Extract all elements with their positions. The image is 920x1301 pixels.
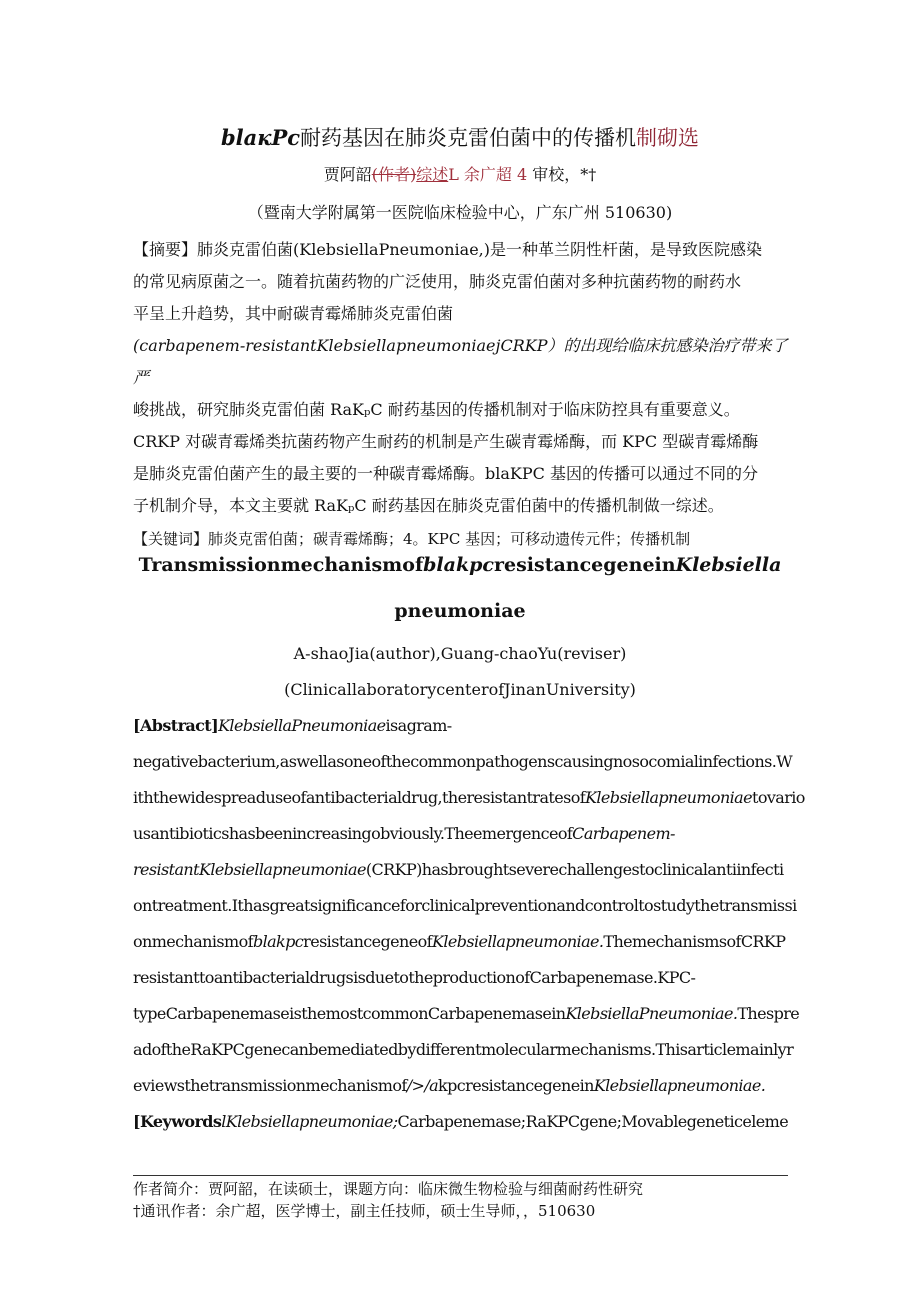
abstract-en-line: adoftheRaKPCgenecanbemediatedbydifferentmolecularmechanisms.Thisarticlemainlyr xyxy=(133,1040,794,1059)
author-rest: 审校，*† xyxy=(532,165,597,184)
abstract-line: 的常见病原菌之一。随着抗菌药物的广泛使用，肺炎克雷伯菌对多种抗菌药物的耐药水 xyxy=(133,272,742,291)
english-affiliation: (ClinicallaboratorycenterofJinanUniversity) xyxy=(284,680,636,699)
title-en-part: resistancegenein xyxy=(493,554,676,576)
author-mid: L 余广超 4 xyxy=(448,165,533,184)
abstract-en-line: resistanttoantibacterialdrugsisduetotheproductionofCarbapenemase.KPC- xyxy=(133,968,696,987)
inserted-text: 综述 xyxy=(416,165,449,184)
abstract-en-line xyxy=(133,714,785,750)
deleted-text: (作者) xyxy=(371,165,417,184)
chinese-keywords: 【关键词】肺炎克雷伯菌；碳青霉烯酶；4。KPC 基因；可移动遗传元件；传播机制 xyxy=(133,530,691,548)
abstract-text: isagram- xyxy=(385,716,452,735)
footnote-author-intro: 作者简介：贾阿韶，在读硕士，课题方向：临床微生物检验与细菌耐药性研究 xyxy=(133,1180,644,1198)
abstract-en-line xyxy=(133,1074,785,1110)
abstract-italic: Klebsiellapneumoniae xyxy=(585,788,752,807)
abstract-en-line xyxy=(133,822,785,858)
abstract-line: CRKP 对碳青霉烯类抗菌药物产生耐药的机制是产生碳青霉烯酶，而 KPC 型碳青霉烯酶 xyxy=(133,432,759,451)
keywords-label: [Keywords xyxy=(133,1112,222,1131)
abstract-en-line: negativebacterium,aswellasoneofthecommonpathogenscausingnosocomialinfections.W xyxy=(133,752,793,771)
title-gene-name: blaкPc xyxy=(220,125,301,150)
english-title xyxy=(0,553,920,577)
abstract-text: (CRKP)hasbroughtseverechallengestoclinicalantiinfecti xyxy=(365,860,784,879)
abstract-italic: Klebsiellapneumoniae. xyxy=(593,1076,766,1095)
abstract-line: 是肺炎克雷伯菌产生的最主要的一种碳青霉烯酶。blaKPC 基因的传播可以通过不同的分 xyxy=(133,464,758,483)
english-abstract xyxy=(133,714,805,1146)
abstract-line: 子机制介导，本文主要就 RaKₚC 耐药基因在肺炎克雷伯菌中的传播机制做一综述。 xyxy=(133,496,724,515)
chinese-abstract xyxy=(133,234,793,522)
chinese-affiliation: （暨南大学附属第一医院临床检验中心，广东广州 510630) xyxy=(247,203,673,222)
abstract-italic: KlebsiellaPneumoniae. xyxy=(565,1004,738,1023)
english-title-line2 xyxy=(0,600,920,622)
abstract-text: kpcresistancegenein xyxy=(438,1076,594,1095)
abstract-text: usantibioticshasbeenincreasingobviously.Theemergenceof xyxy=(133,824,573,843)
abstract-en-line xyxy=(133,930,785,966)
abstract-en-line xyxy=(133,858,785,894)
abstract-italic: resistantKlebsiellapneumoniae xyxy=(133,860,366,879)
abstract-line: (carbapenem-resistantKlebsiellapneumoniaejCRKP）的出现给临床抗感染治疗带来了严 xyxy=(133,336,788,387)
abstract-line: 平呈上升趋势，其中耐碳青霉烯肺炎克雷伯菌 xyxy=(133,304,454,323)
english-authors: A-shaoJia(author),Guang-chaoYu(reviser) xyxy=(293,644,627,663)
abstract-line: 【摘要】肺炎克雷伯菌(KlebsiellaPneumoniae,)是一种革兰阴性杆菌，是导致医院感染 xyxy=(133,240,763,259)
abstract-text: tovario xyxy=(751,788,805,807)
title-en-part: Transmissionmechanismof xyxy=(138,554,424,576)
chinese-authors xyxy=(0,162,920,185)
abstract-italic: KlebsiellaPneumoniae xyxy=(218,716,386,735)
footnote-divider xyxy=(133,1175,788,1176)
abstract-en-line xyxy=(133,1110,789,1146)
abstract-text: Carbapenemase;RaKPCgene;Movablegeneticeleme xyxy=(397,1112,789,1131)
abstract-italic: lKlebsiellapneumoniae; xyxy=(221,1112,398,1131)
abstract-text: eviewsthetransmissionmechanismof xyxy=(133,1076,407,1095)
abstract-en-line xyxy=(133,786,805,822)
abstract-text: ThemechanismsofCRKP xyxy=(603,932,786,951)
title-en-gene: blakpc xyxy=(423,554,494,576)
abstract-en-line xyxy=(133,1002,800,1038)
author-name: 贾阿韶 xyxy=(323,165,372,184)
abstract-text: Thespre xyxy=(737,1004,800,1023)
abstract-text: resistancegeneof xyxy=(303,932,432,951)
title-tail-marked: 制砌选 xyxy=(636,126,700,150)
abstract-italic: Klebsiellapneumoniae. xyxy=(431,932,604,951)
abstract-line: 峻挑战，研究肺炎克雷伯菌 RaKₚC 耐药基因的传播机制对于临床防控具有重要意义。 xyxy=(133,400,740,419)
abstract-text: iththewidespreaduseofantibacterialdrug,theresistantratesof xyxy=(133,788,586,807)
abstract-en-line: ontreatment.Ithasgreatsignificanceforclinicalpreventionandcontroltostudythetransmissi xyxy=(133,896,797,915)
abstract-label: [Abstract] xyxy=(133,716,219,735)
abstract-text: typeCarbapenemaseisthemostcommonCarbapenemasein xyxy=(133,1004,566,1023)
abstract-italic: blakpc xyxy=(252,932,304,951)
title-en-species: pneumoniae xyxy=(394,600,526,622)
abstract-text: onmechanismof xyxy=(133,932,253,951)
title-en-species: Klebsiella xyxy=(675,554,782,576)
title-text: 耐药基因在肺炎克雷伯菌中的传播机 xyxy=(300,126,637,150)
footnote-corresponding-author: †通讯作者：余广超，医学博士，副主任技师，硕士生导师，，510630 xyxy=(133,1202,596,1220)
chinese-title xyxy=(0,122,920,152)
abstract-italic: />/a xyxy=(406,1076,439,1095)
abstract-italic: Carbapenem- xyxy=(572,824,675,843)
